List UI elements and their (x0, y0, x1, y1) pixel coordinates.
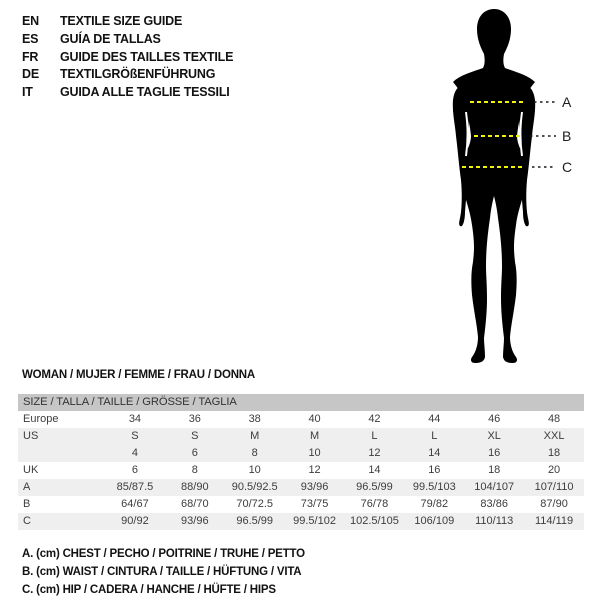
size-cell: 93/96 (300, 481, 329, 493)
size-cell: 34 (128, 413, 142, 425)
language-code: ES (22, 31, 39, 46)
size-cell: 104/107 (474, 481, 515, 493)
language-title: GUÍA DE TALLAS (60, 31, 161, 46)
size-cell: S (131, 430, 139, 442)
size-cell: 90/92 (121, 515, 149, 527)
language-row (22, 49, 233, 67)
size-cell: 8 (191, 464, 198, 476)
size-cell: XL (487, 430, 501, 442)
size-cell: 14 (428, 447, 441, 459)
size-cell: 64/67 (121, 498, 149, 510)
size-cell: 87/90 (540, 498, 568, 510)
size-cell: 79/82 (420, 498, 449, 510)
row-label: C (23, 515, 31, 527)
size-cell: 18 (488, 464, 501, 476)
size-cell: M (309, 430, 320, 442)
language-row (22, 31, 233, 49)
size-cell: 18 (547, 447, 561, 459)
row-label: A (23, 481, 31, 493)
language-row (22, 66, 233, 84)
size-cell: 96.5/99 (236, 515, 274, 527)
size-cell: 10 (308, 447, 321, 459)
row-label: US (23, 430, 39, 442)
language-code: FR (22, 49, 39, 64)
size-cell: 106/109 (414, 515, 455, 527)
legend-line: A. (cm) CHEST / PECHO / POITRINE / TRUHE / PETTO (22, 548, 305, 560)
size-cell: M (250, 430, 260, 442)
size-table-body (18, 411, 584, 530)
size-cell: 44 (428, 413, 441, 425)
language-title: GUIDA ALLE TAGLIE TESSILI (60, 85, 230, 100)
language-title: TEXTILE SIZE GUIDE (60, 14, 183, 28)
language-title: TEXTILGRÖßENFÜHRUNG (60, 67, 216, 82)
size-cell: 16 (488, 447, 501, 459)
section-title: WOMAN / MUJER / FEMME / FRAU / DONNA (22, 369, 256, 381)
size-cell: 76/78 (360, 498, 389, 510)
size-cell: 38 (248, 413, 261, 425)
size-cell: 96.5/99 (356, 481, 393, 493)
size-cell: 6 (191, 447, 198, 459)
row-label: Europe (23, 413, 59, 425)
size-cell: 20 (547, 464, 561, 476)
table-row (18, 513, 584, 530)
size-cell: 85/87.5 (116, 481, 154, 493)
table-row (18, 479, 584, 496)
row-label: UK (23, 464, 39, 476)
row-label (18, 445, 105, 462)
language-code: IT (22, 85, 33, 100)
marker-label-b: B (562, 128, 572, 144)
size-cell: 99.5/103 (412, 481, 456, 493)
size-cell: 40 (308, 413, 321, 425)
size-cell: 102.5/105 (349, 515, 399, 527)
size-cell: 48 (547, 413, 561, 425)
language-row (22, 84, 233, 102)
size-cell: 12 (368, 447, 381, 459)
size-cell: 42 (368, 413, 381, 425)
size-cell: 90.5/92.5 (231, 481, 278, 493)
size-cell: XXL (543, 430, 565, 442)
table-row (18, 496, 584, 513)
size-cell: 107/110 (534, 481, 574, 493)
size-cell: 12 (308, 464, 321, 476)
size-cell: 93/96 (181, 515, 209, 527)
woman-silhouette-icon (420, 0, 600, 380)
size-cell: 110/113 (475, 515, 514, 527)
language-row (22, 13, 233, 31)
size-cell: 73/75 (300, 498, 329, 510)
size-cell: 4 (131, 447, 138, 459)
size-cell: 83/86 (480, 498, 508, 510)
table-row (18, 445, 584, 462)
size-cell: 6 (131, 464, 138, 476)
size-cell: L (371, 430, 378, 442)
measurement-legend (22, 545, 305, 599)
size-cell: 14 (368, 464, 381, 476)
size-cell: 46 (488, 413, 501, 425)
language-header (22, 13, 233, 102)
language-code: DE (22, 67, 39, 82)
table-row (18, 462, 584, 479)
size-cell: 8 (251, 447, 258, 459)
size-cell: 16 (428, 464, 441, 476)
size-cell: S (191, 430, 199, 442)
row-label: B (23, 498, 31, 510)
legend-line: B. (cm) WAIST / CINTURA / TAILLE / HÜFTUNG / VITA (22, 566, 302, 578)
size-cell: L (431, 430, 438, 442)
size-cell: 70/72.5 (236, 498, 274, 510)
marker-label-a: A (562, 94, 572, 110)
size-cell: 68/70 (181, 498, 209, 510)
size-table (18, 394, 584, 530)
legend-line: C. (cm) HIP / CADERA / HANCHE / HÜFTE / HIPS (22, 584, 276, 596)
language-title: GUIDE DES TAILLES TEXTILE (60, 49, 234, 64)
marker-label-c: C (562, 159, 573, 175)
size-cell: 36 (188, 413, 201, 425)
table-row (18, 428, 584, 445)
size-cell: 99.5/102 (293, 515, 336, 527)
size-cell: 88/90 (181, 481, 209, 493)
size-cell: 10 (248, 464, 261, 476)
table-row (18, 411, 584, 428)
woman-silhouette-figure (420, 0, 600, 380)
language-code: EN (22, 14, 39, 28)
size-cell: 114/119 (534, 515, 574, 527)
size-table-header: SIZE / TALLA / TAILLE / GRÖSSE / TAGLIA (18, 394, 584, 411)
